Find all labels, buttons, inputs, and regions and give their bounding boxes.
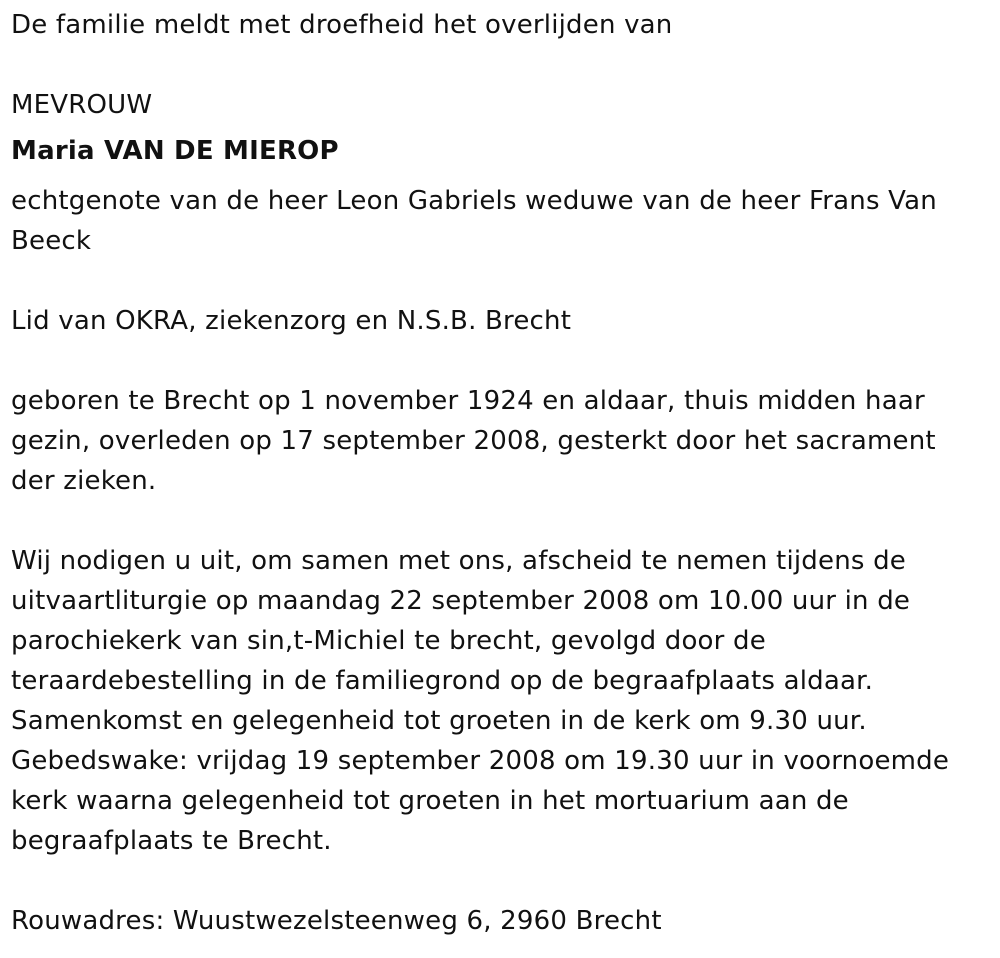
invitation-text: Wij nodigen u uit, om samen met ons, afscheid te nemen tijdens de uitvaartliturgie op maandag 22 september 2008 om 10.00 uur in de parochiekerk van sin,t-Michiel te brecht, gevolgd door de teraardebestelling in de familiegrond op de begraafplaats aldaar. Samenkomst en gelegenheid tot groeten in de kerk om 9.30 uur. Gebedswake: vrijdag 19 september 2008 om 19.30 uur in voornoemde kerk waarna gelegenheid tot groeten in het mortuarium aan de begraafplaats te Brecht.	[11, 546, 950, 856]
spacer	[11, 341, 971, 381]
membership-text: Lid van OKRA, ziekenzorg en N.S.B. Brecht	[11, 306, 572, 336]
deceased-name: Maria VAN DE MIEROP	[11, 136, 339, 166]
spacer	[11, 501, 971, 541]
salutation: MEVROUW	[11, 90, 153, 120]
relations-text: echtgenote van de heer Leon Gabriels weduwe van de heer Frans Van Beeck	[11, 186, 937, 256]
spacer	[11, 45, 971, 85]
intro-text: De familie meldt met droefheid het overlijden van	[11, 10, 673, 40]
spacer	[11, 861, 971, 901]
birth-death-text: geboren te Brecht op 1 november 1924 en aldaar, thuis midden haar gezin, overleden op 17 september 2008, gesterkt door het sacrament der zieken.	[11, 386, 936, 496]
spacer	[11, 261, 971, 301]
address-text: Rouwadres: Wuustwezelsteenweg 6, 2960 Brecht	[11, 906, 662, 936]
